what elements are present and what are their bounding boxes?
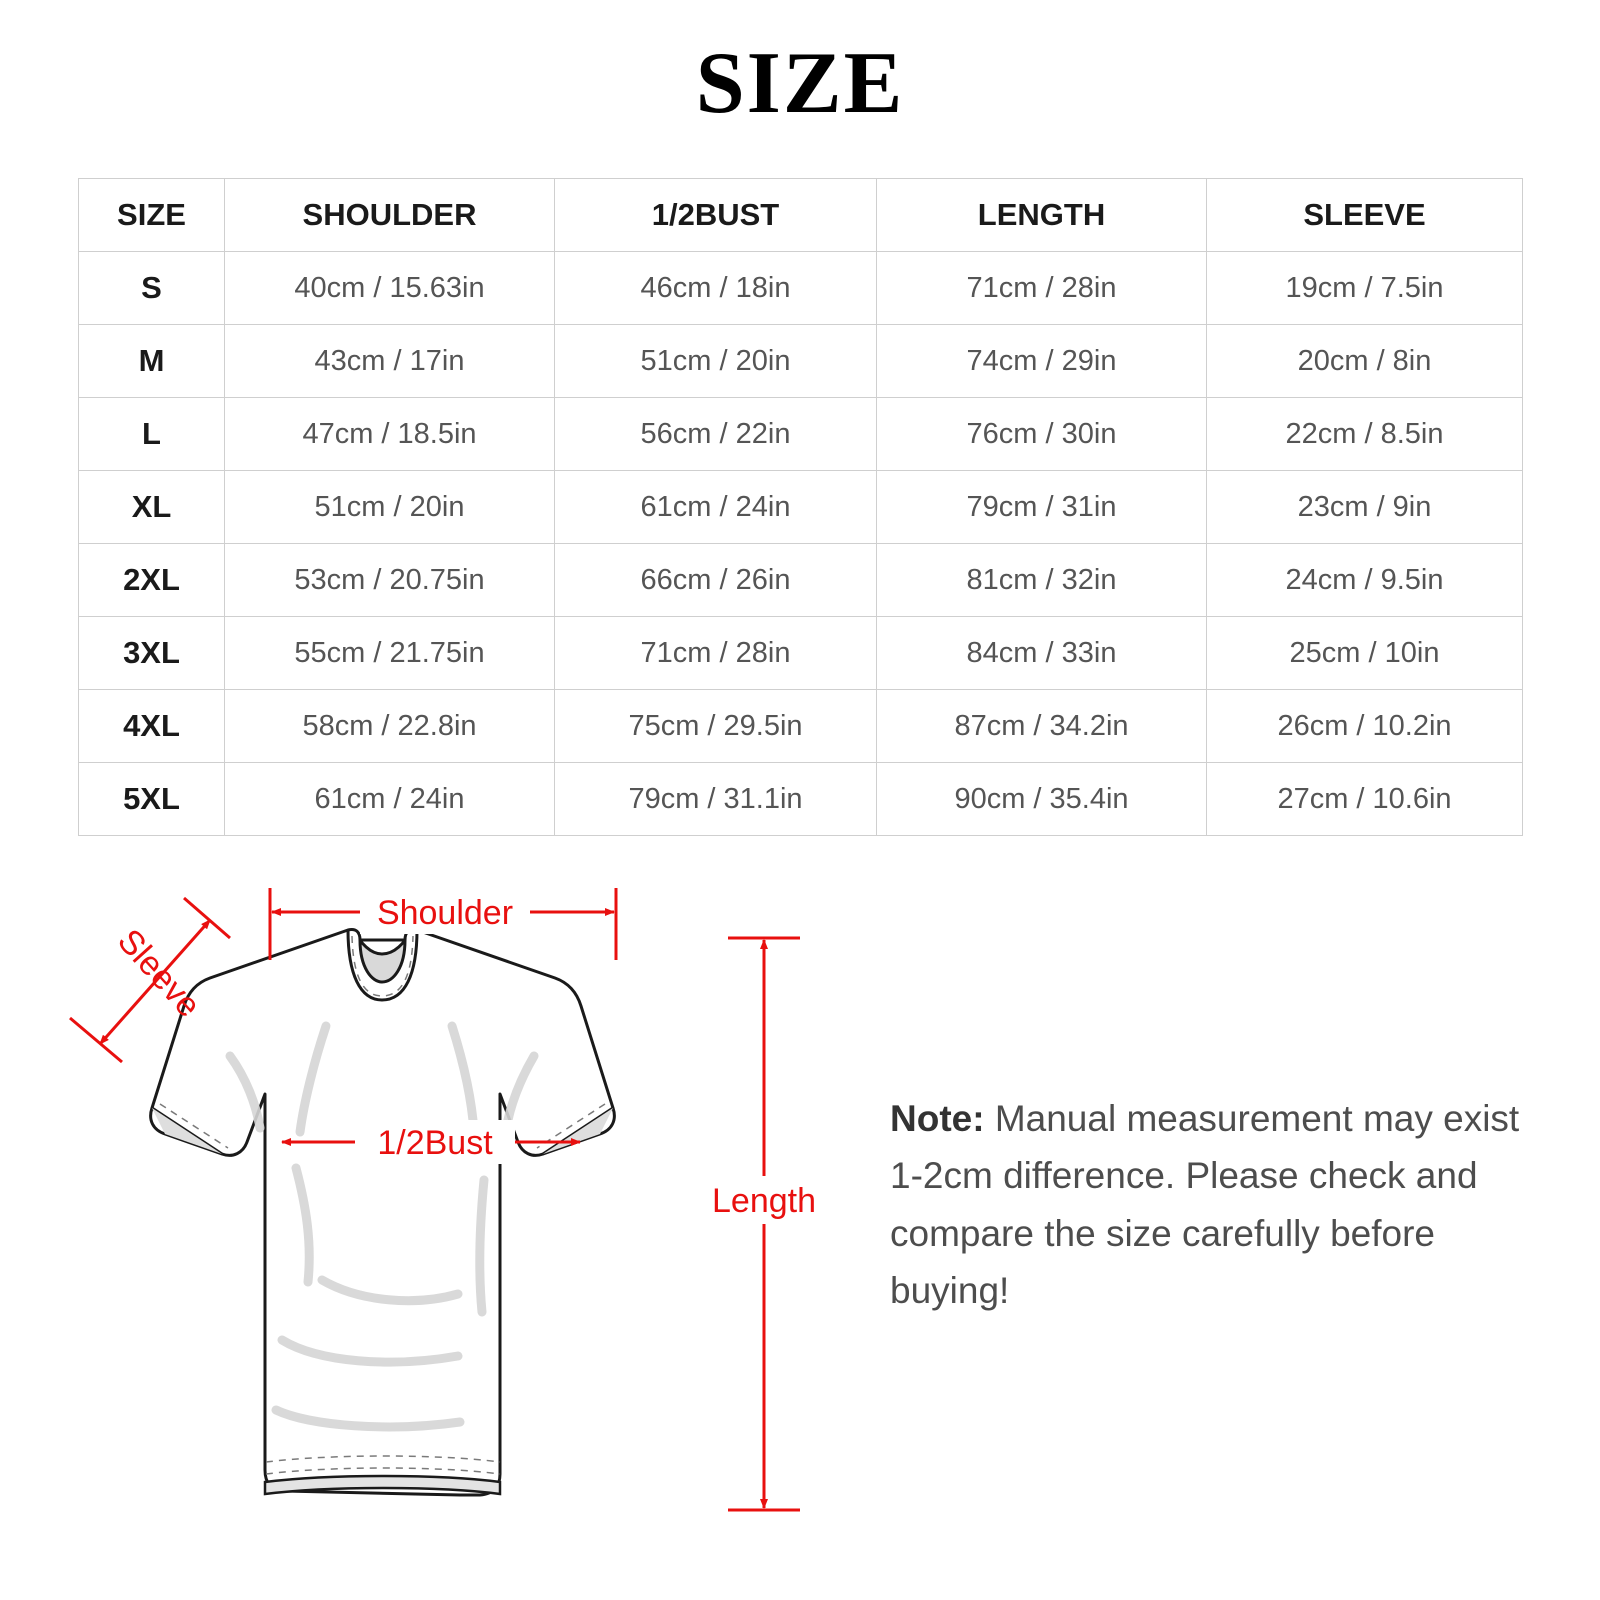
- cell-size: 3XL: [79, 617, 225, 690]
- cell-sleeve: 25cm / 10in: [1207, 617, 1523, 690]
- cell-shoulder: 51cm / 20in: [225, 471, 555, 544]
- cell-size: S: [79, 252, 225, 325]
- bust-label: 1/2Bust: [377, 1124, 493, 1162]
- tshirt-illustration: [151, 929, 615, 1495]
- cell-bust: 79cm / 31.1in: [555, 763, 877, 836]
- cell-length: 84cm / 33in: [877, 617, 1207, 690]
- cell-size: M: [79, 325, 225, 398]
- cell-length: 90cm / 35.4in: [877, 763, 1207, 836]
- length-label: Length: [712, 1182, 816, 1220]
- cell-length: 74cm / 29in: [877, 325, 1207, 398]
- measurement-diagram: [60, 850, 860, 1570]
- cell-sleeve: 24cm / 9.5in: [1207, 544, 1523, 617]
- column-header-length: LENGTH: [877, 179, 1207, 252]
- table-row: [79, 252, 1523, 325]
- size-chart-table: [78, 178, 1523, 836]
- table-row: [79, 398, 1523, 471]
- note-block: [890, 1090, 1550, 1319]
- page-title: SIZE: [695, 35, 905, 132]
- cell-size: 5XL: [79, 763, 225, 836]
- table-row: [79, 617, 1523, 690]
- cell-shoulder: 43cm / 17in: [225, 325, 555, 398]
- cell-size: XL: [79, 471, 225, 544]
- cell-shoulder: 47cm / 18.5in: [225, 398, 555, 471]
- cell-bust: 75cm / 29.5in: [555, 690, 877, 763]
- column-header-size: SIZE: [79, 179, 225, 252]
- column-header-bust: 1/2BUST: [555, 179, 877, 252]
- cell-sleeve: 27cm / 10.6in: [1207, 763, 1523, 836]
- cell-length: 76cm / 30in: [877, 398, 1207, 471]
- column-header-shoulder: SHOULDER: [225, 179, 555, 252]
- cell-length: 87cm / 34.2in: [877, 690, 1207, 763]
- cell-shoulder: 58cm / 22.8in: [225, 690, 555, 763]
- table-row: [79, 325, 1523, 398]
- cell-shoulder: 53cm / 20.75in: [225, 544, 555, 617]
- table-header-row: [79, 179, 1523, 252]
- cell-length: 71cm / 28in: [877, 252, 1207, 325]
- cell-sleeve: 19cm / 7.5in: [1207, 252, 1523, 325]
- cell-size: L: [79, 398, 225, 471]
- cell-size: 2XL: [79, 544, 225, 617]
- cell-sleeve: 23cm / 9in: [1207, 471, 1523, 544]
- cell-bust: 51cm / 20in: [555, 325, 877, 398]
- table-row: [79, 544, 1523, 617]
- cell-shoulder: 61cm / 24in: [225, 763, 555, 836]
- table-row: [79, 471, 1523, 544]
- cell-bust: 66cm / 26in: [555, 544, 877, 617]
- cell-bust: 56cm / 22in: [555, 398, 877, 471]
- cell-length: 81cm / 32in: [877, 544, 1207, 617]
- table-row: [79, 690, 1523, 763]
- cell-bust: 71cm / 28in: [555, 617, 877, 690]
- table-row: [79, 763, 1523, 836]
- column-header-sleeve: SLEEVE: [1207, 179, 1523, 252]
- note-label: Note:: [890, 1098, 985, 1139]
- cell-sleeve: 20cm / 8in: [1207, 325, 1523, 398]
- cell-sleeve: 22cm / 8.5in: [1207, 398, 1523, 471]
- cell-shoulder: 40cm / 15.63in: [225, 252, 555, 325]
- sleeve-label: Sleeve: [110, 921, 208, 1025]
- cell-bust: 46cm / 18in: [555, 252, 877, 325]
- cell-length: 79cm / 31in: [877, 471, 1207, 544]
- length-measure: [708, 938, 820, 1510]
- cell-sleeve: 26cm / 10.2in: [1207, 690, 1523, 763]
- note-text: Manual measurement may exist 1-2cm difference. Please check and compare the size carefully before buying!: [890, 1098, 1520, 1312]
- cell-bust: 61cm / 24in: [555, 471, 877, 544]
- cell-shoulder: 55cm / 21.75in: [225, 617, 555, 690]
- cell-size: 4XL: [79, 690, 225, 763]
- shoulder-label: Shoulder: [376, 894, 514, 932]
